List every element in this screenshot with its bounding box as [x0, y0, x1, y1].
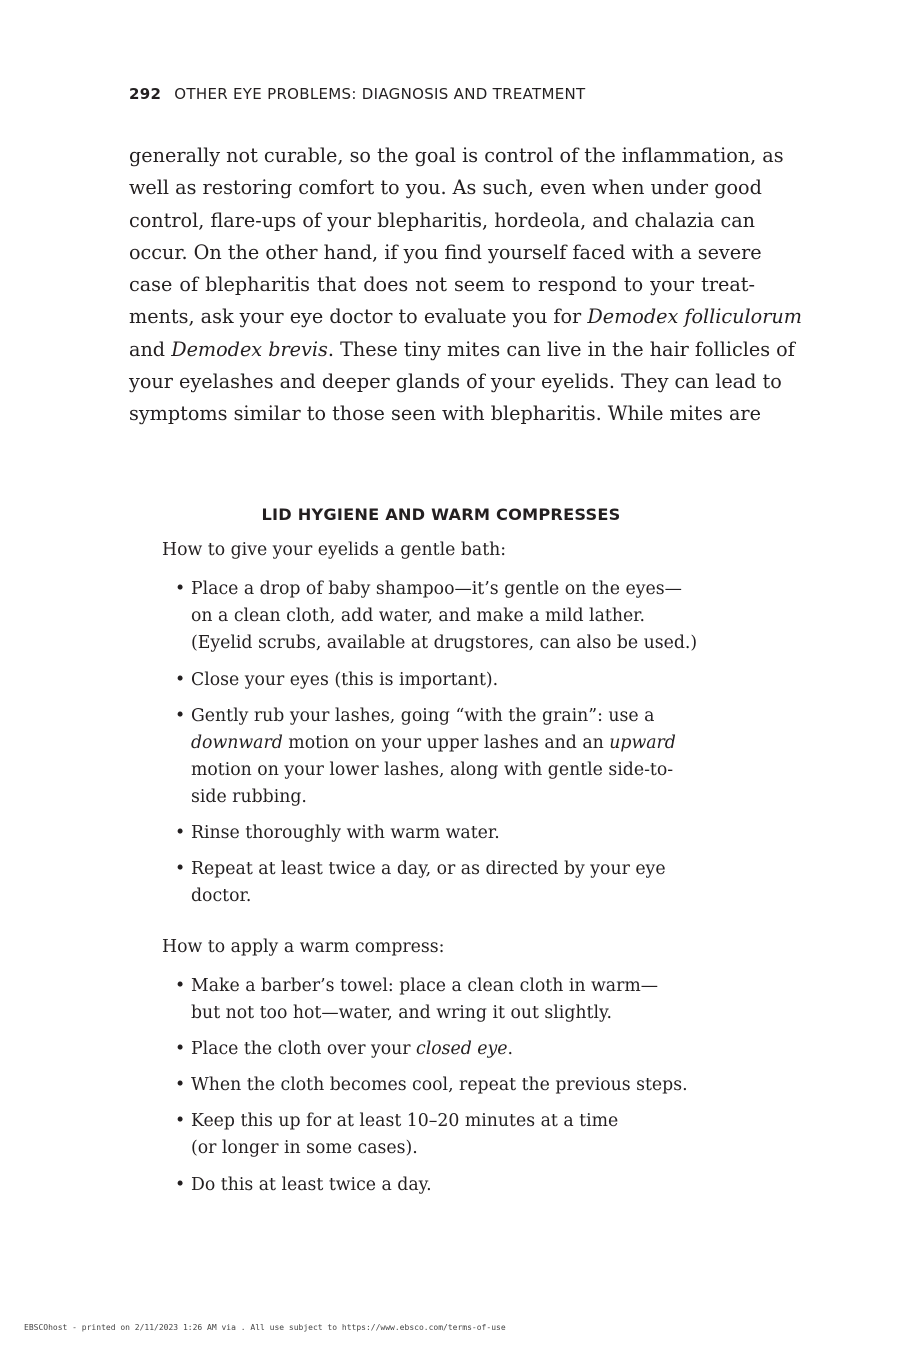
bullet-icon: • [175, 706, 186, 726]
sidebar-title: LID HYGIENE AND WARM COMPRESSES [261, 505, 621, 524]
body-line: your eyelashes and deeper glands of your eyelids. They can lead to [129, 370, 782, 394]
list-item-line: Keep this up for at least 10–20 minutes at a time [191, 1111, 619, 1131]
running-header [129, 85, 585, 103]
list-item-line: (Eyelid scrubs, available at drugstores, can also be used.) [191, 633, 698, 653]
body-line: control, flare-ups of your blepharitis, hordeola, and chalazia can [129, 208, 755, 232]
body-line: symptoms similar to those seen with blepharitis. While mites are [129, 402, 761, 426]
list-item-line: (or longer in some cases). [191, 1138, 418, 1158]
body-line: generally not curable, so the goal is control of the inflammation, as [129, 144, 784, 167]
list-item-line: Repeat at least twice a day, or as directed by your eye [191, 859, 666, 879]
body-line: ments, ask your eye doctor to evaluate you for Demodex folliculorum [129, 305, 802, 329]
list-item-line: doctor. [191, 886, 252, 906]
bullet-icon: • [175, 1075, 186, 1095]
bullet-icon: • [175, 579, 186, 599]
section-intro: How to apply a warm compress: [162, 937, 445, 957]
print-footer: EBSCOhost - printed on 2/11/2023 1:26 AM via . All use subject to https://www.ebsco.com/terms-of-use [24, 1323, 506, 1332]
bullet-icon: • [175, 1039, 186, 1059]
bullet-icon: • [175, 976, 186, 996]
bullet-icon: • [175, 1111, 186, 1131]
list-item-line: side rubbing. [191, 787, 307, 807]
body-line: well as restoring comfort to you. As such, even when under good [129, 176, 762, 200]
body-line: occur. On the other hand, if you find yourself faced with a severe [129, 240, 762, 264]
bullet-icon: • [175, 823, 186, 843]
page-number: 292 [129, 85, 162, 103]
section-intro: How to give your eyelids a gentle bath: [162, 540, 507, 560]
list-item-line: Make a barber’s towel: place a clean cloth in warm— [191, 976, 659, 996]
body-paragraph [129, 140, 802, 431]
bullet-icon: • [175, 1175, 186, 1195]
body-line: case of blepharitis that does not seem to respond to your treat- [129, 273, 755, 297]
bullet-icon: • [175, 859, 186, 879]
list-item-line: Gently rub your lashes, going “with the grain”: use a [191, 706, 655, 726]
list-item-line: Rinse thoroughly with warm water. [191, 823, 500, 843]
list-item-line: When the cloth becomes cool, repeat the previous steps. [191, 1075, 688, 1095]
list-item-line: Close your eyes (this is important). [191, 670, 499, 690]
list-item-line: Place a drop of baby shampoo—it’s gentle on the eyes— [191, 579, 682, 599]
list-item-line: on a clean cloth, add water, and make a mild lather. [191, 606, 646, 626]
list-item-line: Do this at least twice a day. [191, 1175, 432, 1195]
bullet-icon: • [175, 670, 186, 690]
list-item-line: downward motion on your upper lashes and an upward [191, 733, 676, 753]
list-item-line: motion on your lower lashes, along with gentle side-to- [191, 760, 674, 780]
body-line: and Demodex brevis. These tiny mites can live in the hair follicles of [129, 337, 795, 361]
running-title: OTHER EYE PROBLEMS: DIAGNOSIS AND TREATMENT [174, 85, 586, 103]
list-item-line: Place the cloth over your closed eye. [191, 1039, 514, 1059]
list-item-line: but not too hot—water, and wring it out slightly. [191, 1003, 612, 1023]
